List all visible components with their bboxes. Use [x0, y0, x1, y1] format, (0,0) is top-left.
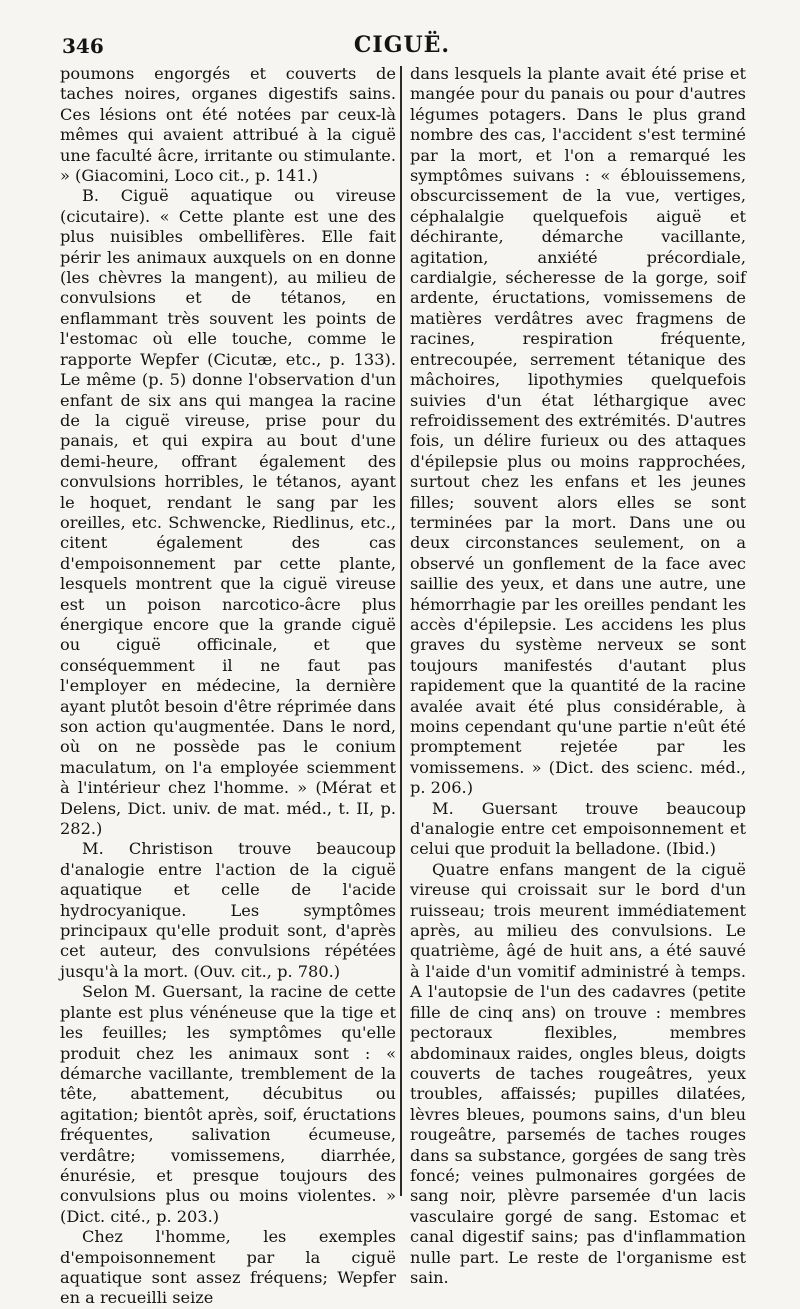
page-number: 346 [62, 34, 104, 58]
column-divider [400, 66, 402, 1196]
page-header [58, 28, 746, 62]
paragraph: Selon M. Guersant, la racine de cette plante est plus vénéneuse que la tige et les feuilles; les symptômes qu'elle produit chez les animaux sont : « démarche vacillante, tremblement de la tête, abattement, décubitus ou agitation; bientôt après, soif, éructations fréquentes, salivation écumeuse, verdâtre; vomissemens, diarrhée, énurésie, et presque toujours des convulsions plus ou moins violentes. » (Dict. cité., p. 203.) [60, 982, 396, 1226]
paragraph: B. Ciguë aquatique ou vireuse (cicutaire). « Cette plante est une des plus nuisibles ombellifères. Elle fait périr les animaux auxquels on en donne (les chèvres la mangent), au milieu de convulsions et de tétanos, en enflammant très souvent les points de l'estomac où elle touche, comme le rapporte Wepfer (Cicutæ, etc., p. 133). Le même (p. 5) donne l'observation d'un enfant de six ans qui mangea la racine de la ciguë vireuse, prise pour du panais, et qui expira au bout d'une demi-heure, offrant également des convulsions horribles, le tétanos, ayant le hoquet, rendant le sang par les oreilles, etc. Schwencke, Riedlinus, etc., citent également des cas d'empoisonnement par cette plante, lesquels montrent que la ciguë vireuse est un poison narcotico-âcre plus énergique encore que la grande ciguë ou ciguë officinale, et que conséquemment il ne faut pas l'employer en médecine, la dernière ayant plutôt besoin d'être réprimée dans son action qu'augmentée. Dans le nord, où on ne possède pas le conium maculatum, on l'a employée sciemment à l'intérieur chez l'homme. » (Mérat et Delens, Dict. univ. de mat. méd., t. II, p. 282.) [60, 186, 396, 839]
left-column [60, 64, 396, 1308]
paragraph: M. Guersant trouve beaucoup d'analogie entre cet empoisonnement et celui que produit la belladone. (Ibid.) [410, 798, 746, 859]
paragraph: Chez l'homme, les exemples d'empoisonnement par la ciguë aquatique sont assez fréquens; Wepfer en a recueilli seize [60, 1227, 396, 1308]
paragraph: dans lesquels la plante avait été prise et mangée pour du panais ou pour d'autres légumes potagers. Dans le plus grand nombre des cas, l'accident s'est terminé par la mort, et l'on a remarqué les symptômes suivans : « éblouissemens, obscurcissement de la vue, vertiges, céphalalgie quelquefois aiguë et déchirante, démarche vacillante, agitation, anxiété précordiale, cardialgie, sécheresse de la gorge, soif ardente, éructations, vomissemens de matières verdâtres avec fragmens de racines, respiration fréquente, entrecoupée, serrement tétanique des mâchoires, lipothymies quelquefois suivies d'un état léthargique avec refroidissement des extrémités. D'autres fois, un délire furieux ou des attaques d'épilepsie plus ou moins rapprochées, surtout chez les enfans et les jeunes filles; souvent alors elles se sont terminées par la mort. Dans une ou deux circonstances seulement, on a observé un gonflement de la face avec saillie des yeux, et dans une autre, une hémorrhagie par les oreilles pendant les accès d'épilepsie. Les accidens les plus graves du système nerveux se sont toujours manifestés d'autant plus rapidement que la quantité de la racine avalée avait été plus considérable, à moins cependant qu'une partie n'eût été promptement rejetée par les vomissemens. » (Dict. des scienc. méd., p. 206.) [410, 64, 746, 798]
right-column [410, 64, 746, 1287]
paragraph: poumons engorgés et couverts de taches noires, organes digestifs sains. Ces lésions ont été notées par ceux-là mêmes qui avaient attribué à la ciguë une faculté âcre, irritante ou stimulante. » (Giacomini, Loco cit., p. 141.) [60, 64, 396, 186]
paragraph: M. Christison trouve beaucoup d'analogie entre l'action de la ciguë aquatique et celle de l'acide hydrocyanique. Les symptômes principaux qu'elle produit sont, d'après cet auteur, des convulsions répétées jusqu'à la mort. (Ouv. cit., p. 780.) [60, 839, 396, 981]
paragraph: Quatre enfans mangent de la ciguë vireuse qui croissait sur le bord d'un ruisseau; trois meurent immédiatement après, au milieu des convulsions. Le quatrième, âgé de huit ans, a été sauvé à l'aide d'un vomitif administré à temps. A l'autopsie de l'un des cadavres (petite fille de cinq ans) on trouve : membres pectoraux flexibles, membres abdominaux raides, ongles bleus, doigts couverts de taches rougeâtres, yeux troubles, affaissés; pupilles dilatées, lèvres bleues, poumons sains, d'un bleu rougeâtre, parsemés de taches rouges dans sa substance, gorgées de sang très foncé; veines pulmonaires gorgées de sang noir, plèvre parsemée d'un lacis vasculaire gorgé de sang. Estomac et canal digestif sains; pas d'inflammation nulle part. Le reste de l'organisme est sain. [410, 859, 746, 1287]
running-title: CIGUË. [353, 32, 451, 58]
